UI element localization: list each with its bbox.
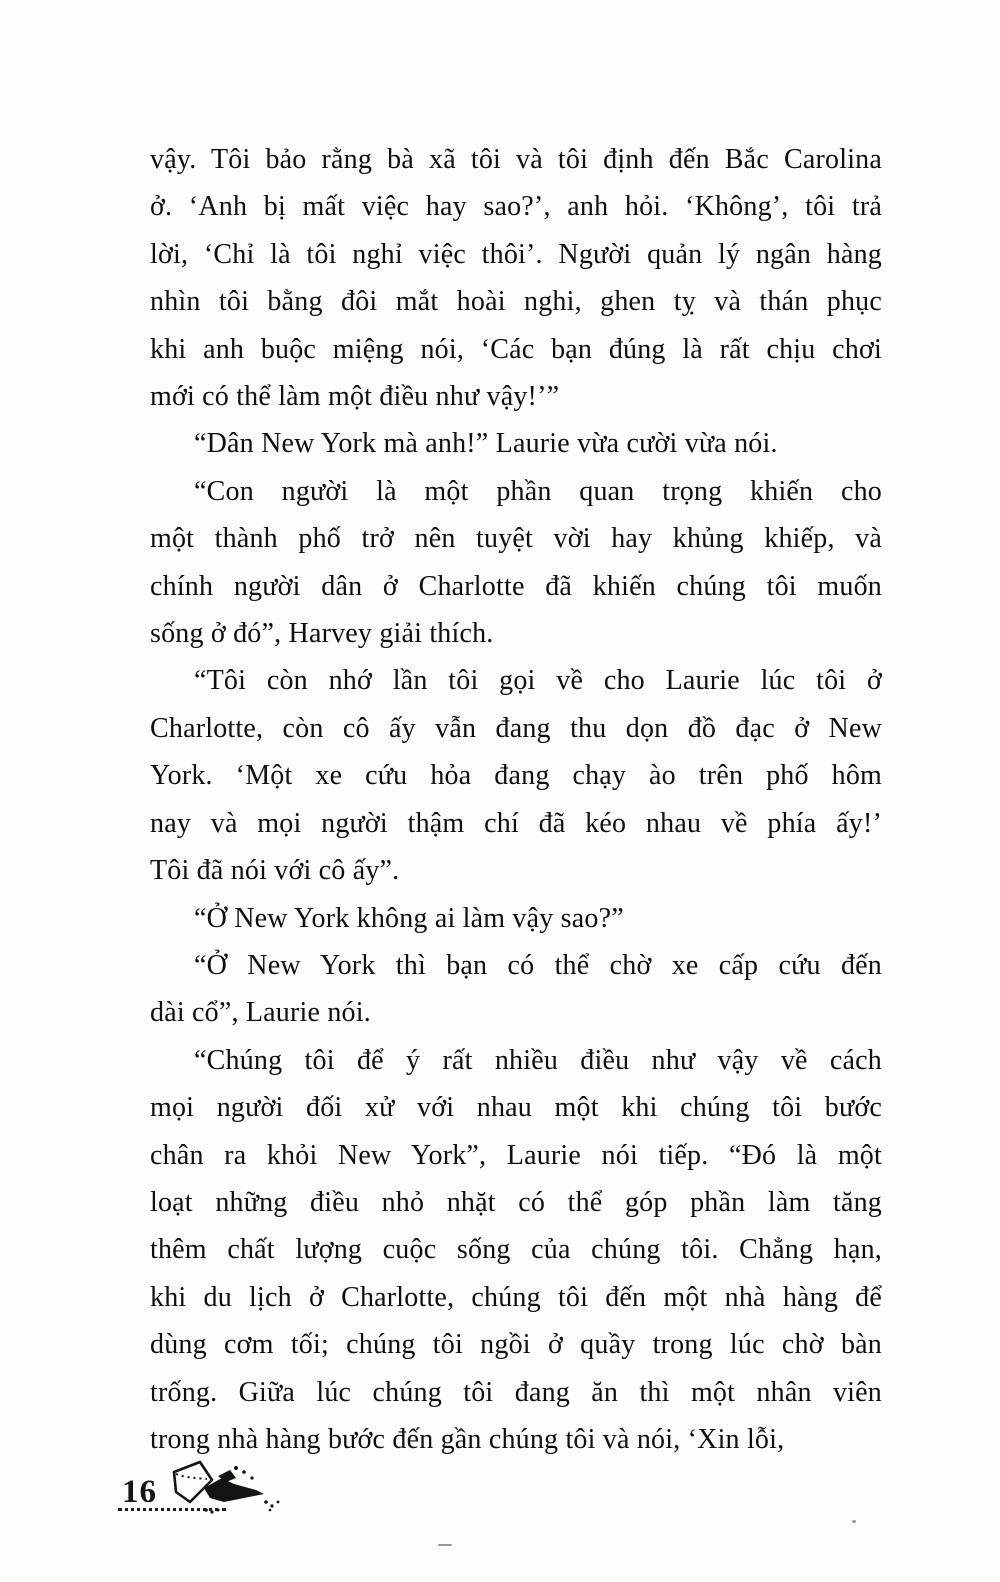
text-line: khi du lịch ở Charlotte, chúng tôi đến một nhà hàng để (150, 1281, 882, 1313)
text-line: lời, ‘Chỉ là tôi nghỉ việc thôi’. Người quản lý ngân hàng (150, 238, 882, 270)
paragraph (150, 895, 882, 942)
paragraph (150, 468, 882, 658)
text-line: Tôi đã nói với cô ấy”. (150, 855, 400, 887)
text-line: khi anh buộc miệng nói, ‘Các bạn đúng là rất chịu chơi (150, 333, 882, 365)
paragraph (150, 657, 882, 894)
text-line: một thành phố trở nên tuyệt vời hay khủng khiếp, và (150, 523, 882, 555)
text-line: “Ở New York thì bạn có thể chờ xe cấp cứu đến (194, 949, 882, 981)
paragraph (150, 136, 882, 420)
page-number: 16 (122, 1474, 157, 1510)
text-line: York. ‘Một xe cứu hỏa đang chạy ào trên phố hôm (150, 760, 882, 792)
text-line: loạt những điều nhỏ nhặt có thể góp phần làm tăng (150, 1186, 882, 1218)
text-line: “Con người là một phần quan trọng khiến cho (194, 475, 882, 507)
text-block (150, 136, 882, 1463)
text-line: dùng cơm tối; chúng tôi ngồi ở quầy trong lúc chờ bàn (150, 1329, 882, 1361)
paragraph (150, 420, 882, 467)
text-line: chân ra khỏi New York”, Laurie nói tiếp. “Đó là một (150, 1139, 882, 1171)
text-line: sống ở đó”, Harvey giải thích. (150, 618, 494, 650)
text-line: dài cổ”, Laurie nói. (150, 997, 371, 1029)
text-line: trong nhà hàng bước đến gần chúng tôi và nói, ‘Xin lỗi, (150, 1423, 785, 1455)
text-line: “Chúng tôi để ý rất nhiều điều như vậy về cách (194, 1044, 882, 1076)
text-line: trống. Giữa lúc chúng tôi đang ăn thì một nhân viên (150, 1376, 882, 1408)
paragraph (150, 942, 882, 1037)
paragraph (150, 1037, 882, 1464)
text-line: “Dân New York mà anh!” Laurie vừa cười vừa nói. (194, 428, 778, 460)
text-line: chính người dân ở Charlotte đã khiến chúng tôi muốn (150, 570, 882, 602)
page-footer (118, 1464, 358, 1524)
text-line: “Tôi còn nhớ lần tôi gọi về cho Laurie lúc tôi ở (194, 665, 882, 697)
ink-sketch-ornament-icon (160, 1458, 288, 1520)
text-line: “Ở New York không ai làm vậy sao?” (194, 902, 624, 934)
scan-noise (438, 1544, 452, 1546)
scan-noise (852, 1520, 856, 1523)
text-line: mọi người đối xử với nhau một khi chúng tôi bước (150, 1092, 882, 1124)
text-line: Charlotte, còn cô ấy vẫn đang thu dọn đồ đạc ở New (150, 712, 882, 744)
text-line: nay và mọi người thậm chí đã kéo nhau về phía ấy!’ (150, 807, 882, 839)
text-line: ở. ‘Anh bị mất việc hay sao?’, anh hỏi. ‘Không’, tôi trả (150, 191, 882, 223)
text-line: vậy. Tôi bảo rằng bà xã tôi và tôi định đến Bắc Carolina (150, 144, 882, 175)
text-line: thêm chất lượng cuộc sống của chúng tôi. Chẳng hạn, (150, 1234, 882, 1266)
text-line: nhìn tôi bằng đôi mắt hoài nghi, ghen tỵ và thán phục (150, 286, 882, 318)
text-line: mới có thể làm một điều như vậy!’” (150, 381, 560, 413)
